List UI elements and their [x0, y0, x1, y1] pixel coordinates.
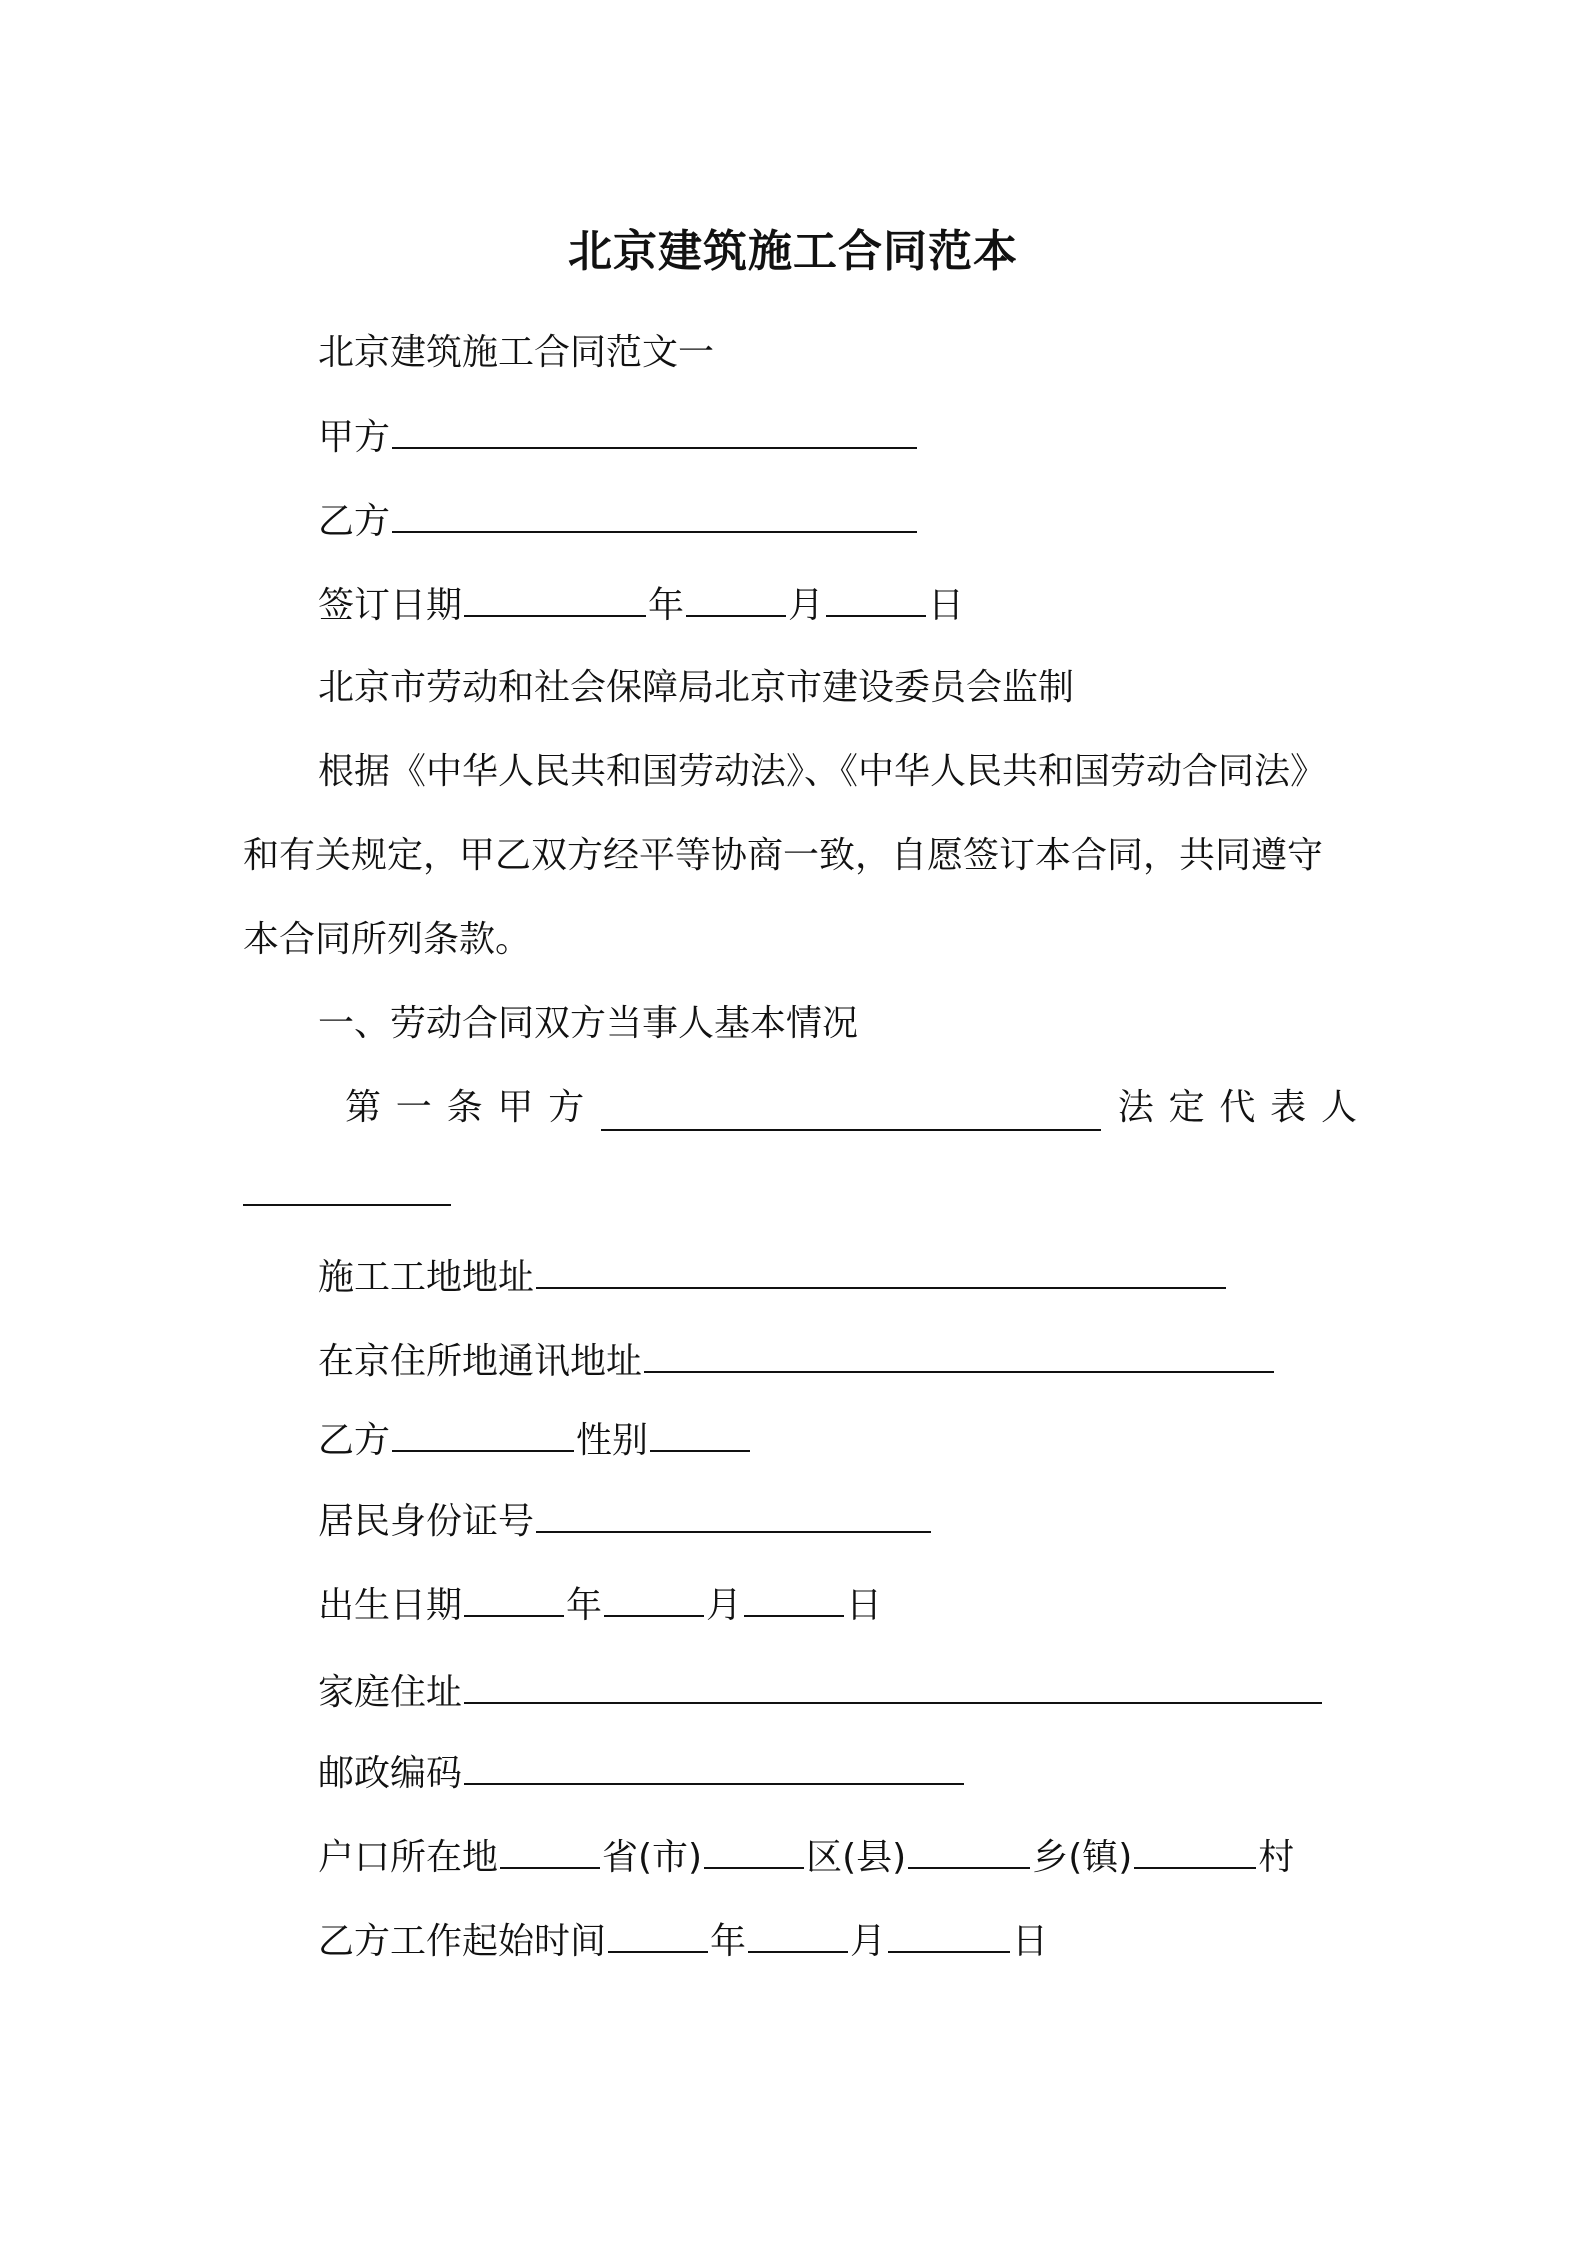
article-char: 一: [395, 1087, 432, 1128]
site-address-line: [318, 1253, 1228, 1301]
birth-year-label: 年: [566, 1585, 603, 1626]
beijing-address-line: [318, 1337, 1276, 1385]
hukou-district-blank[interactable]: [704, 1833, 804, 1869]
rep-char: 定: [1168, 1087, 1205, 1128]
hukou-label: 户口所在地: [318, 1837, 499, 1878]
gender-blank[interactable]: [650, 1416, 750, 1452]
birth-day-label: 日: [846, 1585, 883, 1626]
rep-char: 人: [1320, 1087, 1357, 1128]
postal-code-blank[interactable]: [464, 1749, 964, 1785]
supervisor-line: 北京市劳动和社会保障局北京市建设委员会监制: [318, 667, 1075, 708]
article-party-a-blank[interactable]: [601, 1095, 1101, 1131]
home-address-line: [318, 1668, 1324, 1716]
birth-month-label: 月: [706, 1585, 743, 1626]
sign-year-label: 年: [648, 585, 685, 626]
sign-date-label: 签订日期: [318, 585, 463, 626]
birth-month-blank[interactable]: [604, 1581, 704, 1617]
party-a-label: 甲方: [318, 417, 391, 458]
rep-char: 表: [1270, 1087, 1307, 1128]
party-b-label: 乙方: [318, 501, 391, 542]
hukou-town-blank[interactable]: [908, 1833, 1030, 1869]
legal-rep-line: [243, 1170, 453, 1218]
sign-month-label: 月: [788, 585, 825, 626]
work-month-blank[interactable]: [748, 1917, 848, 1953]
rep-char: 代: [1219, 1087, 1256, 1128]
article-one-line: [345, 1085, 1357, 1131]
hukou-line: [318, 1833, 1294, 1881]
home-address-label: 家庭住址: [318, 1672, 463, 1713]
party-b-name-blank[interactable]: [392, 1416, 574, 1452]
intro-line-1: 根据《中华人民共和国劳动法》、《中华人民共和国劳动合同法》: [318, 751, 1327, 792]
party-a-blank[interactable]: [392, 413, 917, 449]
intro-line-3: 本合同所列条款。: [243, 919, 532, 960]
party-a-line: [318, 413, 919, 461]
gender-label: 性别: [576, 1420, 649, 1461]
article-char: 第: [345, 1087, 382, 1128]
id-number-blank[interactable]: [536, 1497, 931, 1533]
hukou-village-blank[interactable]: [1134, 1833, 1256, 1869]
article-char: 甲: [497, 1087, 534, 1128]
sign-day-label: 日: [928, 585, 965, 626]
section-one-heading: 一、劳动合同双方当事人基本情况: [318, 1003, 859, 1044]
legal-rep-blank[interactable]: [243, 1170, 451, 1206]
id-number-line: [318, 1497, 933, 1545]
postal-code-label: 邮政编码: [318, 1753, 463, 1794]
birth-date-line: [318, 1581, 882, 1629]
site-address-blank[interactable]: [536, 1253, 1226, 1289]
birth-day-blank[interactable]: [744, 1581, 844, 1617]
birth-date-label: 出生日期: [318, 1585, 463, 1626]
work-day-label: 日: [1012, 1921, 1049, 1962]
site-address-label: 施工工地地址: [318, 1257, 535, 1298]
sign-month-blank[interactable]: [686, 581, 786, 617]
work-day-blank[interactable]: [888, 1917, 1010, 1953]
article-char: 方: [548, 1087, 585, 1128]
subtitle: 北京建筑施工合同范文一: [318, 332, 715, 373]
party-b-name-label: 乙方: [318, 1420, 391, 1461]
work-start-line: [318, 1917, 1048, 1965]
hukou-province-blank[interactable]: [500, 1833, 600, 1869]
party-b-blank[interactable]: [392, 497, 917, 533]
party-b-line: [318, 497, 919, 545]
party-b-gender-line: [318, 1416, 752, 1464]
sign-year-blank[interactable]: [464, 581, 646, 617]
sign-day-blank[interactable]: [826, 581, 926, 617]
sign-date-line: [318, 581, 964, 629]
id-number-label: 居民身份证号: [318, 1501, 535, 1542]
work-month-label: 月: [850, 1921, 887, 1962]
hukou-village-label: 村: [1258, 1837, 1295, 1878]
article-char: 条: [446, 1087, 483, 1128]
intro-line-2: 和有关规定，甲乙双方经平等协商一致，自愿签订本合同，共同遵守: [243, 835, 1324, 876]
home-address-blank[interactable]: [464, 1668, 1322, 1704]
postal-code-line: [318, 1749, 966, 1797]
beijing-address-blank[interactable]: [644, 1337, 1274, 1373]
hukou-province-label: 省(市): [602, 1837, 703, 1878]
beijing-address-label: 在京住所地通讯地址: [318, 1341, 643, 1382]
birth-year-blank[interactable]: [464, 1581, 564, 1617]
document-title: 北京建筑施工合同范本: [568, 226, 1018, 277]
hukou-town-label: 乡(镇): [1032, 1837, 1133, 1878]
hukou-district-label: 区(县): [806, 1837, 907, 1878]
work-start-label: 乙方工作起始时间: [318, 1921, 607, 1962]
work-year-label: 年: [710, 1921, 747, 1962]
rep-char: 法: [1117, 1087, 1154, 1128]
work-year-blank[interactable]: [608, 1917, 708, 1953]
